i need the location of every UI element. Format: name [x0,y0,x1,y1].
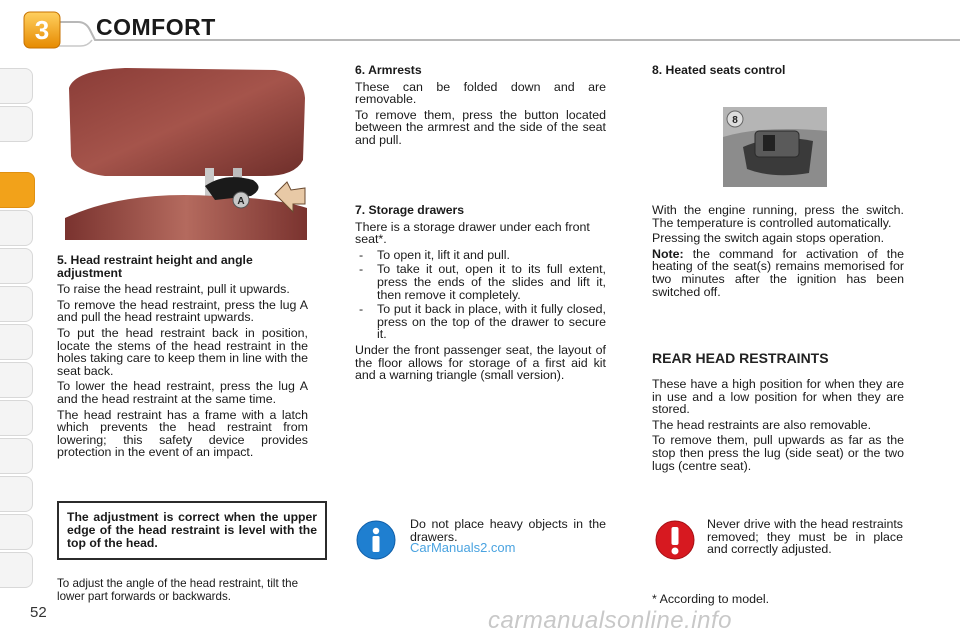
paragraph: Pressing the switch again stops operation. [652,231,885,246]
chapter-tab[interactable] [0,400,33,436]
list-item: - To take it out, open it to its full extent, press the ends of the slides and lift it, then remove it completely. [355,263,606,301]
chapter-tab[interactable] [0,106,33,142]
paragraph: These have a high position for when they are in use and a low position for when they are stored. [652,377,904,417]
info-text: Do not place heavy objects in the drawers. [410,517,606,544]
paragraph: To lower the head restraint, press the lug A and the head restraint at the same time. [57,379,308,406]
warning-text: Never drive with the head restraints removed; they must be in place and correctly adjusted. [707,517,903,557]
paragraph: To raise the head restraint, pull it upwards. [57,282,290,297]
paragraph: There is a storage drawer under each front seat*. [355,219,590,247]
note-text: the command for activation of the heating of the seat(s) remains memorised for two minutes after the ignition has been switched off. [652,246,904,299]
list-item: - To put it back in place, with it fully closed, press on the top of the drawer to secure it. [355,303,606,341]
adjustment-note-box: The adjustment is correct when the upper edge of the head restraint is level with the top of the head. [57,501,327,560]
list-item: - To open it, lift it and pull. [355,249,606,262]
paragraph: The head restraints are also removable. [652,417,872,432]
chapter-tab[interactable] [0,476,33,512]
section-storage-drawers [355,204,606,385]
angle-adjust-text: To adjust the angle of the head restraint, tilt the lower part forwards or backwards. [57,577,299,603]
paragraph: To remove them, pull upwards as far as the stop then press the lug (side seat) or the two lugs (centre seat). [652,433,904,473]
chapter-tab[interactable] [0,362,33,398]
paragraph: To remove them, press the button located between the armrest and the side of the seat and pull. [355,107,606,147]
section-heated-seats [652,64,904,81]
head-restraint-illustration [65,68,307,240]
chapter-number: 3 [34,14,50,45]
chapter-tab[interactable] [0,438,33,474]
chapter-tab-active[interactable] [0,172,35,208]
site-logo: CarManuals2.com [410,540,516,555]
paragraph: Under the front passenger seat, the layout of the floor allows for storage of a first aid kit and a warning triangle (small version). [355,342,606,383]
section-5-heading: 5. Head restraint height and angle adjustment [57,253,253,280]
page-title: COMFORT [96,14,216,40]
section-7-heading: 7. Storage drawers [355,203,465,217]
rear-head-restraints-heading: REAR HEAD RESTRAINTS [652,350,829,366]
chapter-tab[interactable] [0,210,33,246]
rear-head-restraints-text [652,378,904,475]
paragraph: To put the head restraint back in position, locate the stems of the head restraint in the holes taking care to keep them in line with the seat back. [57,325,308,378]
watermark: carmanualsonline.info [488,607,732,634]
chapter-tab[interactable] [0,514,33,550]
chapter-tab[interactable] [0,248,33,284]
paragraph: To remove the head restraint, press the lug A and pull the head restraint upwards. [57,297,308,325]
footnote: * According to model. [652,592,770,606]
chapter-tab[interactable] [0,324,33,360]
note-paragraph [652,248,904,298]
lug-a-label: A [237,196,245,207]
warning-icon [655,520,695,560]
note-label: Note: [652,246,684,261]
paragraph: The head restraint has a frame with a latch which prevents the head restraint from lowering; this safety device provides protection in the event of an impact. [57,407,308,460]
heated-seat-switch-photo [723,107,827,187]
info-icon [356,520,396,560]
drawer-steps [355,249,606,341]
paragraph: These can be folded down and are removable. [355,79,606,107]
chapter-tab[interactable] [0,68,33,104]
section-6-heading: 6. Armrests [355,63,422,77]
section-8-heading: 8. Heated seats control [652,63,786,77]
chapter-tab[interactable] [0,286,33,322]
section-head-restraint [57,254,308,462]
switch-8-label: 8 [732,115,738,126]
heated-seats-text [652,204,904,301]
page-number: 52 [30,604,47,621]
chapter-tab[interactable] [0,552,33,588]
paragraph: With the engine running, press the switch. The temperature is controlled automatically. [652,203,904,230]
section-armrests [355,64,606,150]
